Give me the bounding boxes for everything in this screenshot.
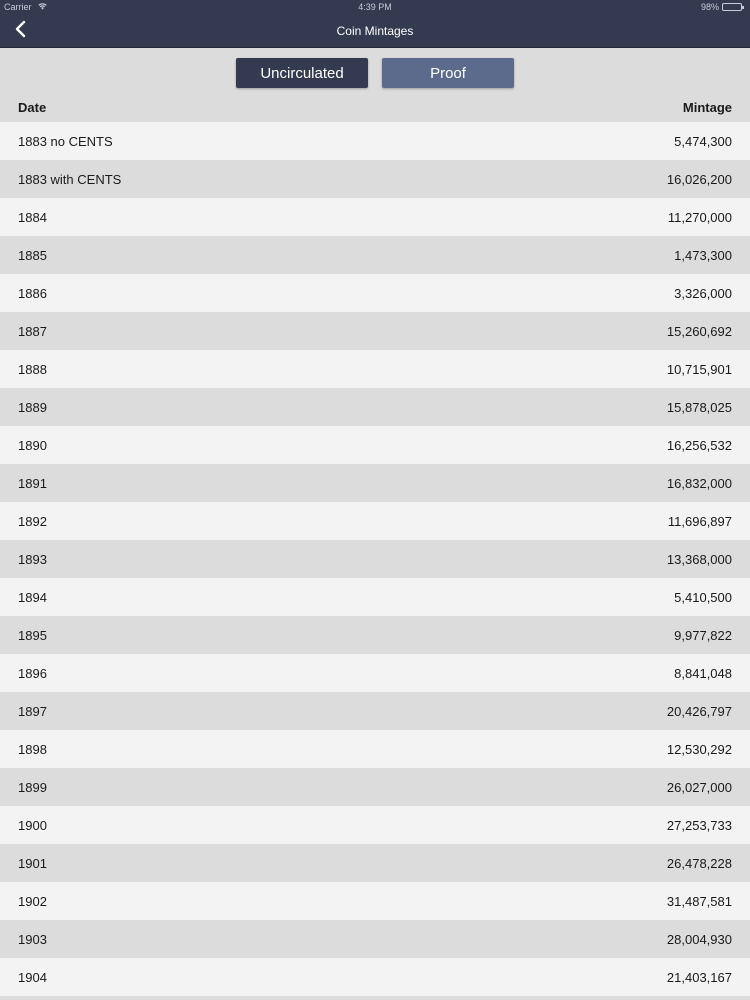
table-row[interactable] [0, 654, 750, 692]
row-mintage: 31,487,581 [666, 894, 732, 909]
row-date: 1901 [18, 856, 47, 871]
row-mintage: 15,878,025 [666, 400, 732, 415]
row-date: 1896 [18, 666, 47, 681]
row-mintage: 27,253,733 [666, 818, 732, 833]
table-header [0, 96, 750, 120]
table-row[interactable] [0, 464, 750, 502]
page-title: Coin Mintages [336, 24, 414, 38]
table-row[interactable] [0, 160, 750, 198]
row-mintage: 11,696,897 [667, 514, 732, 529]
row-date: 1883 no CENTS [18, 134, 113, 149]
row-date: 1891 [18, 476, 47, 491]
table-row[interactable] [0, 198, 750, 236]
row-mintage: 8,841,048 [674, 666, 732, 681]
row-mintage: 5,474,300 [674, 134, 732, 149]
row-mintage: 16,026,200 [666, 172, 732, 187]
row-mintage: 10,715,901 [666, 362, 732, 377]
table-row[interactable] [0, 122, 750, 160]
table-row[interactable] [0, 350, 750, 388]
row-mintage: 5,410,500 [674, 590, 732, 605]
row-date: 1886 [18, 286, 47, 301]
table-row[interactable] [0, 388, 750, 426]
row-mintage: 12,530,292 [666, 742, 732, 757]
navigation-bar [0, 14, 750, 48]
status-bar [0, 0, 750, 14]
row-mintage: 11,270,000 [667, 210, 732, 225]
row-date: 1904 [18, 970, 47, 985]
battery-indicator [701, 0, 742, 14]
table-row[interactable] [0, 540, 750, 578]
battery-percent: 98% [700, 2, 719, 12]
row-date: 1889 [18, 400, 47, 415]
table-row[interactable] [0, 616, 750, 654]
row-date: 1890 [18, 438, 47, 453]
row-date: 1892 [18, 514, 47, 529]
row-date: 1893 [18, 552, 47, 567]
table-row[interactable] [0, 578, 750, 616]
row-mintage: 26,027,000 [666, 780, 732, 795]
table-row[interactable] [0, 730, 750, 768]
table-row[interactable] [0, 692, 750, 730]
row-date: 1902 [18, 894, 47, 909]
row-mintage: 9,977,822 [674, 628, 732, 643]
row-mintage: 28,004,930 [666, 932, 732, 947]
row-mintage: 16,256,532 [666, 438, 732, 453]
row-mintage: 21,403,167 [666, 970, 732, 985]
row-mintage: 3,326,000 [674, 286, 732, 301]
table-row[interactable] [0, 274, 750, 312]
segment-uncirculated[interactable]: Uncirculated [236, 58, 368, 88]
table-row[interactable] [0, 502, 750, 540]
row-date: 1903 [18, 932, 47, 947]
row-date: 1895 [18, 628, 47, 643]
row-date: 1899 [18, 780, 47, 795]
row-mintage: 13,368,000 [666, 552, 732, 567]
row-mintage: 1,473,300 [674, 248, 732, 263]
table-row[interactable] [0, 806, 750, 844]
clock: 4:39 PM [358, 2, 392, 12]
column-header-date: Date [18, 100, 47, 115]
table-row[interactable] [0, 882, 750, 920]
row-mintage: 20,426,797 [666, 704, 732, 719]
row-date: 1888 [18, 362, 47, 377]
row-date: 1884 [18, 210, 47, 225]
row-date: 1883 with CENTS [18, 172, 122, 187]
row-date: 1900 [18, 818, 47, 833]
row-date: 1898 [18, 742, 47, 757]
segment-proof[interactable]: Proof [382, 58, 514, 88]
row-mintage: 15,260,692 [666, 324, 732, 339]
mintage-table [0, 122, 750, 996]
table-row[interactable] [0, 312, 750, 350]
battery-icon [722, 3, 742, 11]
row-date: 1894 [18, 590, 47, 605]
row-date: 1897 [18, 704, 47, 719]
table-row[interactable] [0, 768, 750, 806]
row-mintage: 26,478,228 [666, 856, 732, 871]
table-row[interactable] [0, 236, 750, 274]
column-header-mintage: Mintage [682, 100, 732, 115]
mintage-type-segmented-control [0, 58, 750, 88]
row-date: 1887 [18, 324, 47, 339]
table-row[interactable] [0, 958, 750, 996]
table-row[interactable] [0, 920, 750, 958]
table-row[interactable] [0, 844, 750, 882]
row-mintage: 16,832,000 [666, 476, 732, 491]
carrier-label: Carrier [4, 2, 32, 12]
table-row[interactable] [0, 426, 750, 464]
row-date: 1885 [18, 248, 47, 263]
